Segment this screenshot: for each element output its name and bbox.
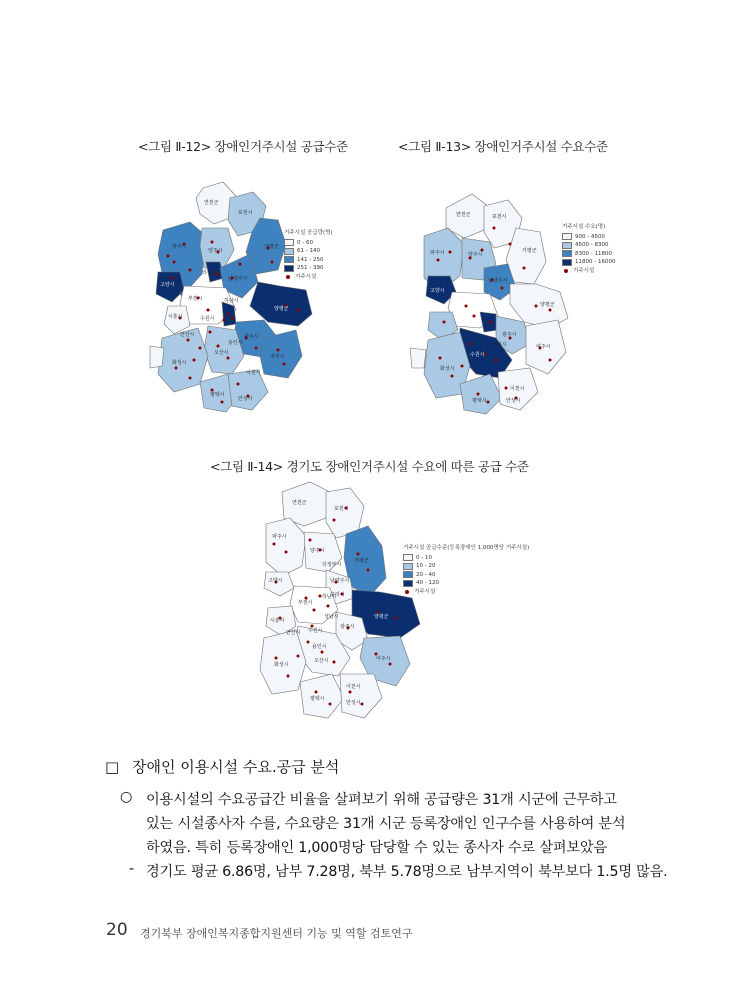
map-region-label: 안산시	[286, 630, 301, 636]
facility-marker	[171, 277, 174, 280]
facility-marker	[449, 251, 452, 254]
map-region	[250, 282, 312, 326]
facility-marker	[307, 641, 310, 644]
facility-marker	[501, 287, 504, 290]
page-number: 20	[106, 920, 128, 940]
facility-marker	[227, 313, 230, 316]
map-supply-demand-level	[250, 478, 450, 728]
facility-marker	[287, 675, 290, 678]
map-region-label: 여주시	[270, 354, 285, 360]
map-region-label: 포천시	[492, 214, 507, 220]
facility-dot-icon	[286, 275, 290, 279]
map-region-label: 여주시	[536, 344, 551, 350]
map-region	[150, 346, 164, 368]
facility-marker	[451, 375, 454, 378]
map-region-label: 화성시	[274, 662, 289, 668]
facility-marker	[209, 331, 212, 334]
map-supply-legend: 거주시설 공급량(명) 0 - 60 61 - 140 141 - 250 251 - 390 거주시설	[284, 230, 333, 280]
map-region-label: 화성시	[440, 366, 455, 372]
facility-marker	[437, 259, 440, 262]
facility-marker	[357, 553, 360, 556]
facility-marker	[473, 315, 476, 318]
map-region-label: 안성시	[506, 398, 521, 404]
facility-marker	[505, 387, 508, 390]
facility-marker	[489, 321, 492, 324]
map-region-label: 광주시	[244, 334, 259, 340]
map-region-label: 남양주시	[330, 578, 350, 584]
map-region-label: 오산시	[314, 658, 329, 664]
map-region-label: 연천군	[456, 212, 471, 218]
facility-marker	[255, 347, 258, 350]
paragraph-line-3: 하였음. 특히 등록장애인 1,000명당 담당할 수 있는 종사자 수로 살펴보았음	[146, 840, 607, 856]
facility-marker	[193, 359, 196, 362]
subpoint-marker: -	[129, 861, 134, 877]
facility-marker	[309, 539, 312, 542]
map-region	[264, 572, 294, 596]
facility-marker	[297, 309, 300, 312]
map-region-label: 용인시	[312, 644, 327, 650]
map-region-label: 의정부시	[322, 562, 342, 568]
facility-marker	[237, 383, 240, 386]
map-region-label: 용인시	[228, 340, 243, 346]
square-bullet-icon: □	[105, 758, 120, 776]
map-region-label: 평택시	[472, 398, 487, 404]
map-region-label: 구리시	[330, 592, 345, 598]
map-region-label: 고양시	[268, 578, 283, 584]
map-region-label: 용인시	[492, 342, 507, 348]
facility-marker	[469, 343, 472, 346]
map-region-label: 성남시	[324, 614, 339, 620]
facility-marker	[187, 339, 190, 342]
map-region-label: 고양시	[430, 288, 445, 294]
facility-marker	[313, 609, 316, 612]
footer-title: 경기북부 장애인복지종합지원센터 기능 및 역할 검토연구	[140, 927, 413, 940]
facility-marker	[395, 617, 398, 620]
figure-13-caption: <그림 Ⅱ-13> 장애인거주시설 수요수준	[398, 139, 608, 154]
map-region-label: 포천시	[238, 210, 253, 216]
map-region-label: 광주시	[340, 624, 355, 630]
map-region	[340, 674, 382, 718]
map-demand-legend: 거주시설 수요(명) 900 - 4500 4500 - 8300 8300 - 11800 11800 - 16000 거주시설	[562, 224, 616, 274]
map-region-label: 이천시	[510, 386, 525, 392]
facility-marker	[175, 367, 178, 370]
map-region-label: 하남시	[224, 298, 239, 304]
facility-marker	[231, 317, 234, 320]
facility-marker	[189, 377, 192, 380]
map-supply-level	[128, 178, 328, 418]
facility-marker	[283, 363, 286, 366]
facility-marker	[509, 243, 512, 246]
facility-marker	[465, 305, 468, 308]
facility-marker	[189, 269, 192, 272]
paragraph-line-1: 이용시설의 수요공급간 비율을 살펴보기 위해 공급량은 31개 시군에 근무하고	[146, 792, 617, 808]
map-region-label: 이천시	[246, 370, 261, 376]
facility-marker	[487, 401, 490, 404]
section-heading	[105, 756, 339, 777]
facility-marker	[523, 267, 526, 270]
facility-marker	[199, 347, 202, 350]
paragraph-line-2: 있는 시설종사자 수를, 수요량은 31개 시군 등록장애인 인구수를 사용하여 분석	[146, 816, 626, 832]
figure-12-caption: <그림 Ⅱ-12> 장애인거주시설 공급수준	[138, 139, 348, 154]
map-region	[228, 370, 268, 410]
figure-14-caption: <그림 Ⅱ-14> 경기도 장애인거주시설 수요에 따른 공급 수준	[210, 459, 529, 474]
facility-marker	[439, 357, 442, 360]
facility-marker	[315, 691, 318, 694]
facility-marker	[207, 309, 210, 312]
map-region	[410, 348, 426, 368]
map-region-label: 양주시	[310, 548, 325, 554]
facility-marker	[549, 359, 552, 362]
facility-marker	[477, 393, 480, 396]
facility-marker	[495, 359, 498, 362]
map-region-label: 파주시	[172, 244, 187, 250]
map-region-label: 가평군	[264, 244, 279, 250]
facility-marker	[333, 519, 336, 522]
map-region-label: 평택시	[310, 696, 325, 702]
facility-marker	[275, 657, 278, 660]
facility-marker	[321, 651, 324, 654]
facility-marker	[223, 319, 226, 322]
map-region-label: 가평군	[354, 558, 369, 564]
facility-marker	[211, 241, 214, 244]
facility-marker	[227, 357, 230, 360]
facility-marker	[217, 345, 220, 348]
map-region-label: 광주시	[502, 332, 517, 338]
facility-marker	[333, 661, 336, 664]
map-region-label: 양평군	[374, 614, 389, 620]
map-region-label: 부천시	[188, 296, 203, 302]
map-region-label: 연천군	[292, 500, 307, 506]
facility-marker	[221, 401, 224, 404]
map-region-label: 양평군	[540, 302, 555, 308]
map-region-label: 의정부시	[202, 270, 222, 276]
facility-marker	[167, 255, 170, 258]
map-region-label: 수원시	[308, 628, 323, 634]
facility-marker	[329, 703, 332, 706]
facility-marker	[327, 605, 330, 608]
facility-marker	[277, 349, 280, 352]
map-region-label: 안성시	[238, 396, 253, 402]
facility-marker	[549, 309, 552, 312]
facility-marker	[461, 365, 464, 368]
facility-marker	[361, 703, 364, 706]
label-yeoncheon: 연천군	[204, 200, 219, 206]
facility-marker	[493, 227, 496, 230]
map-region-label: 양주시	[208, 248, 223, 254]
map-region-label: 양평군	[274, 306, 289, 312]
facility-marker	[367, 569, 370, 572]
facility-marker	[389, 663, 392, 666]
facility-marker	[271, 261, 274, 264]
facility-marker	[285, 551, 288, 554]
map-region-label: 하남시	[322, 594, 337, 600]
facility-dot-icon	[405, 590, 409, 594]
map-region-label: 남양주시	[228, 276, 248, 282]
facility-marker	[443, 321, 446, 324]
map-region-label: 수원시	[470, 352, 485, 358]
facility-marker	[349, 691, 352, 694]
map-region-label: 포천시	[334, 506, 349, 512]
section-heading-text: 장애인 이용시설 수요.공급 분석	[131, 758, 340, 776]
facility-marker	[273, 543, 276, 546]
paragraph-marker: ○	[120, 789, 133, 805]
map-region	[266, 518, 306, 576]
facility-marker	[535, 305, 538, 308]
map-region-label: 부천시	[298, 600, 313, 606]
map-region-label: 화성시	[172, 360, 187, 366]
map-region-label: 시흥시	[168, 314, 183, 320]
map-region-label: 양주시	[468, 252, 483, 258]
map-region-label: 남양주시	[488, 278, 508, 284]
map-region-label: 오산시	[214, 350, 229, 356]
map-supply-demand-legend: 거주시설 공급수준(등록장애인 1,000명당 거주시설) 0 - 10 10 - 20 20 - 40 40 - 120 거주시설	[403, 545, 530, 595]
facility-marker	[239, 263, 242, 266]
subpoint-text: 경기도 평균 6.86명, 남부 7.28명, 북부 5.78명으로 남부지역이 북부보다 1.5명 많음.	[146, 864, 668, 880]
facility-marker	[297, 655, 300, 658]
map-region-label: 파주시	[272, 534, 287, 540]
map-region-label: 수원시	[200, 316, 215, 322]
map-region-label: 평택시	[210, 392, 225, 398]
map-region-label: 안성시	[346, 700, 361, 706]
facility-marker	[173, 261, 176, 264]
map-region-label: 고양시	[160, 282, 175, 288]
map-region-label: 안산시	[180, 332, 195, 338]
map-region-label: 여주시	[376, 656, 391, 662]
map-region-label: 파주시	[430, 250, 445, 256]
map-region	[164, 306, 190, 334]
map-region-label: 이천시	[346, 684, 361, 690]
map-region-label: 시흥시	[270, 618, 285, 624]
map-region-label: 가평군	[522, 248, 537, 254]
facility-dot-icon	[564, 269, 568, 273]
